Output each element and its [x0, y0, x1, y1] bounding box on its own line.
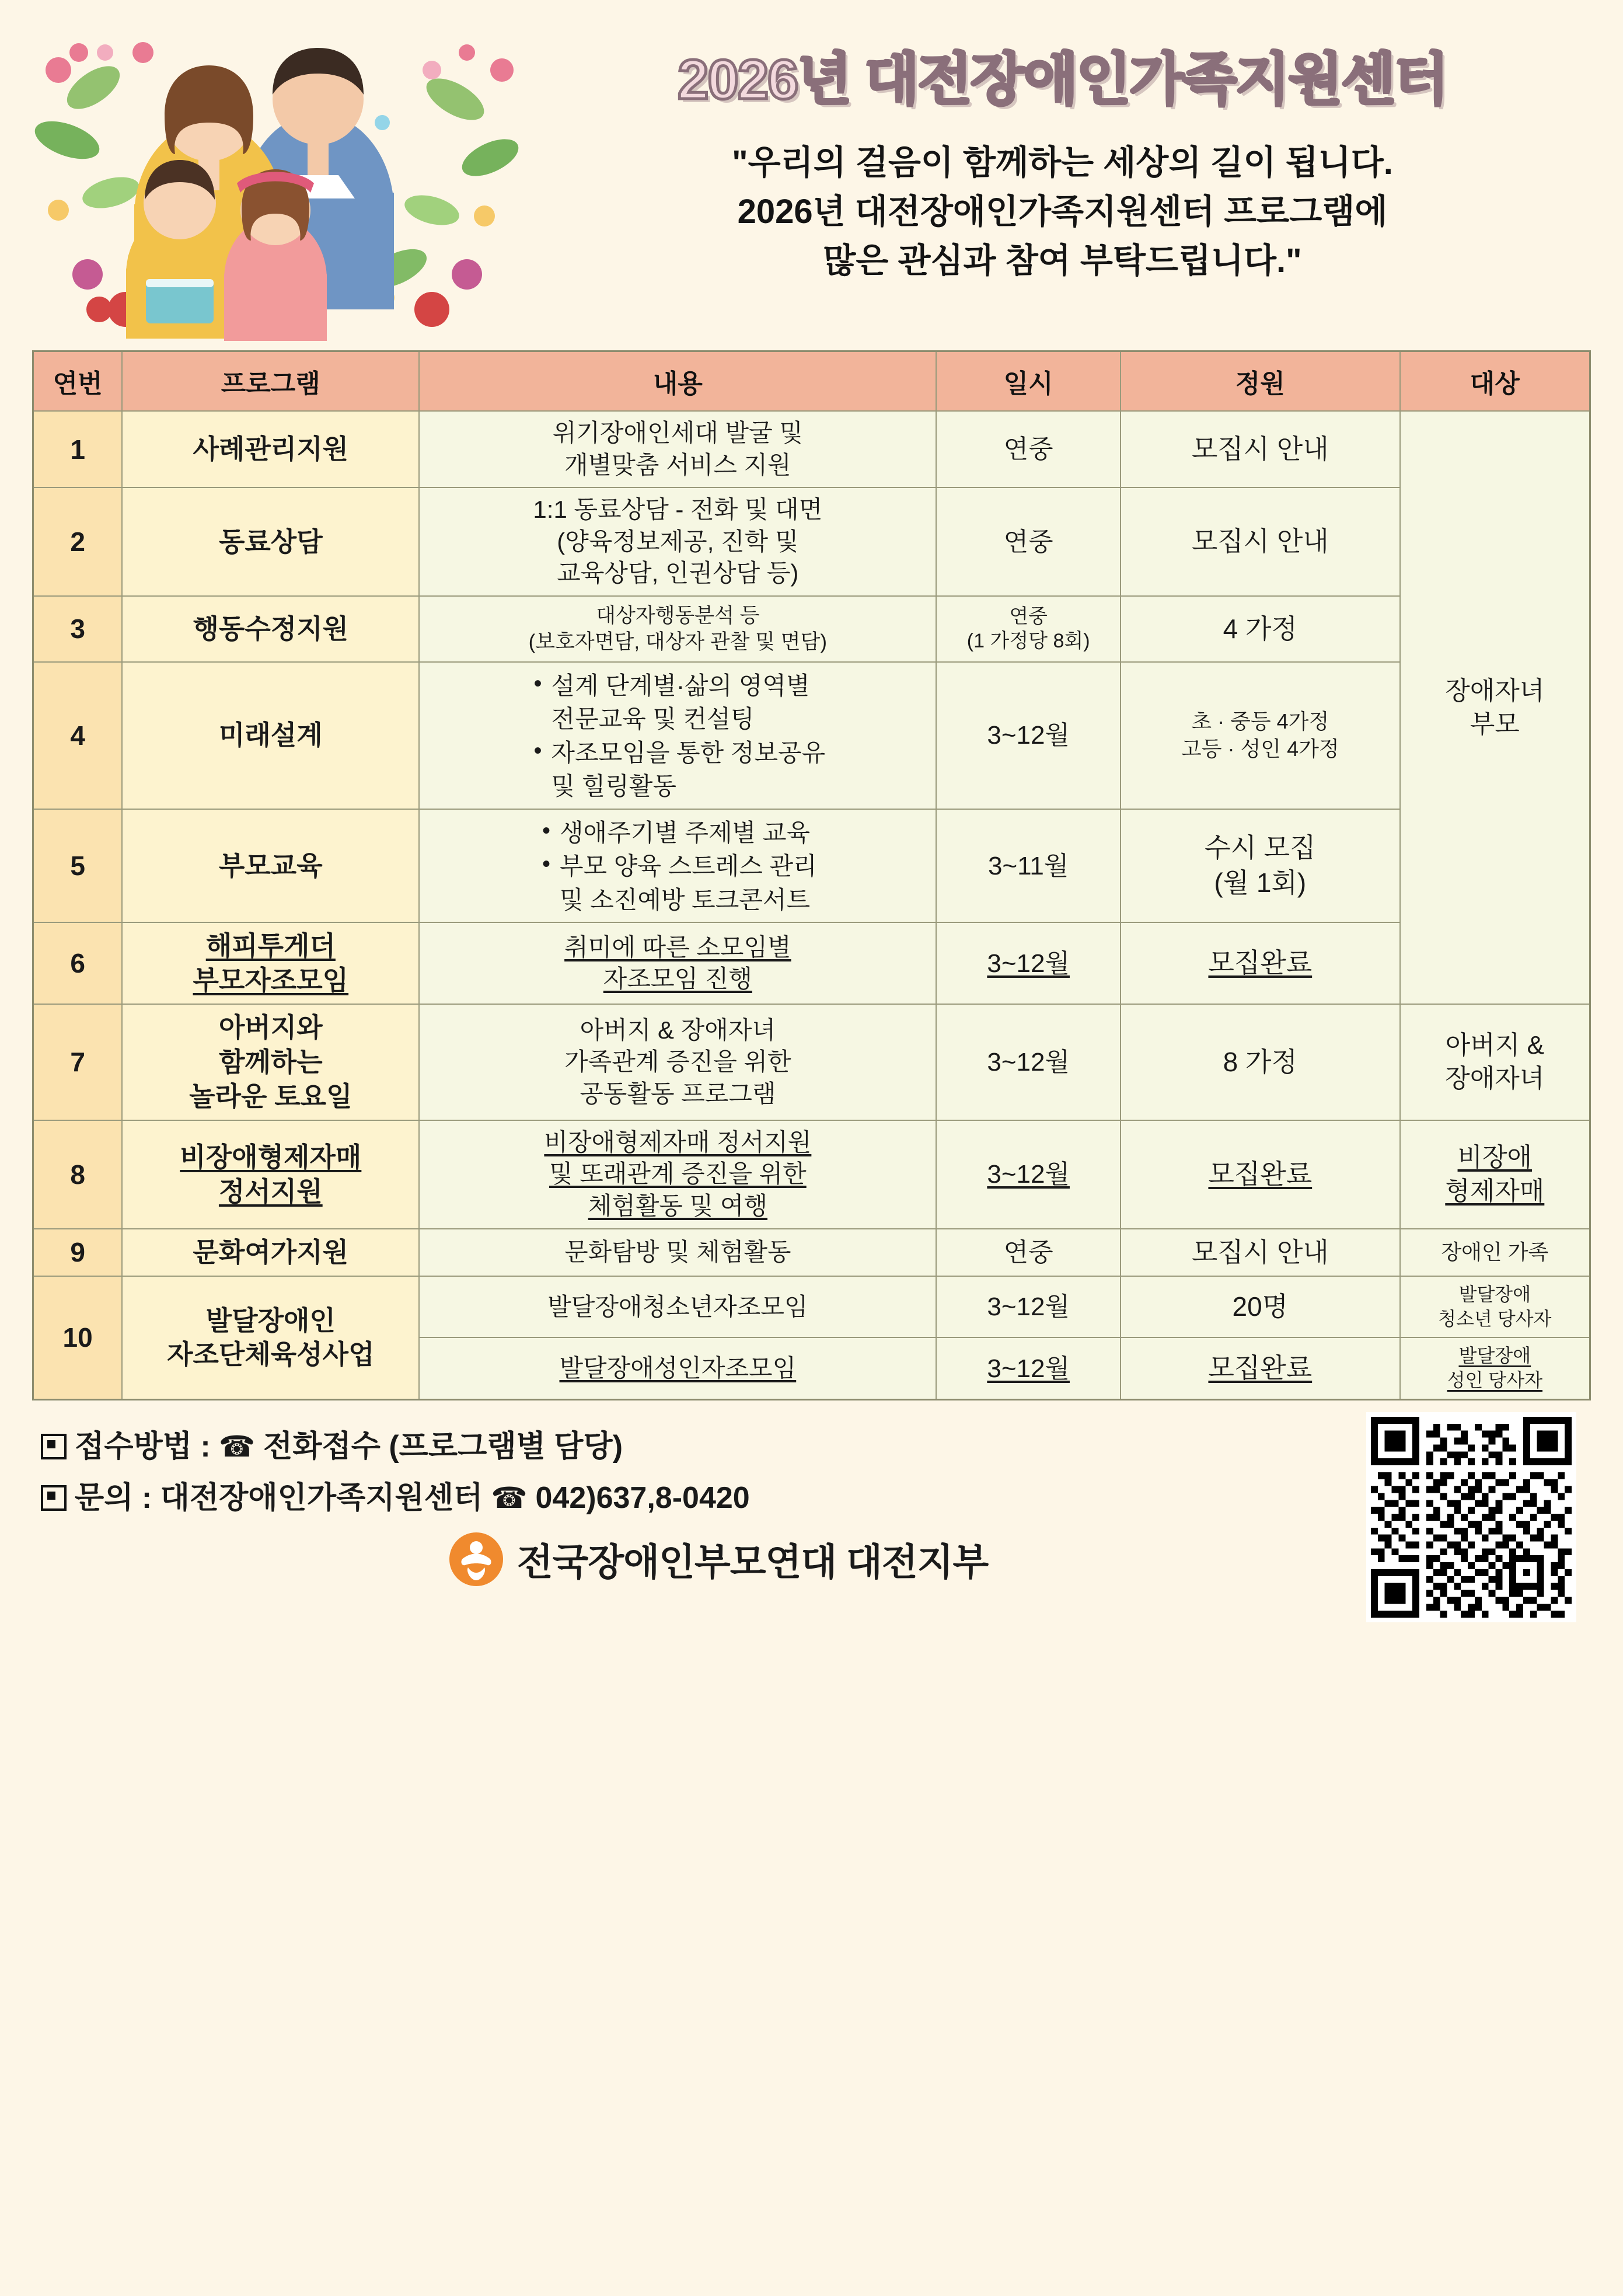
row-content — [419, 1004, 936, 1120]
organization-logo-icon — [448, 1531, 504, 1587]
row-no: 4 — [33, 662, 123, 809]
row-date: 연중 — [936, 1229, 1121, 1277]
target-line: 비장애 — [1457, 1143, 1533, 1172]
program-line: 놀라운 토요일 — [189, 1081, 352, 1112]
bullet-square-icon — [41, 1485, 67, 1511]
content-line: 비장애형제자매 정서지원 — [544, 1128, 812, 1156]
row-no: 9 — [33, 1229, 123, 1277]
program-line: 부모자조모임 — [193, 965, 349, 996]
row-capacity — [1121, 922, 1400, 1004]
table-row — [33, 662, 1590, 809]
content-line: (양육정보제공, 진학 및 — [557, 527, 799, 555]
organization-line — [41, 1531, 1582, 1587]
row-capacity — [1121, 662, 1400, 809]
header-text — [537, 18, 1588, 285]
table-row — [33, 1120, 1590, 1229]
row-date — [936, 1120, 1121, 1229]
contact-line — [41, 1480, 1582, 1516]
date-line: 3~12월 — [987, 949, 1070, 978]
row-no: 2 — [33, 487, 123, 596]
row-content: 발달장애청소년자조모임 — [419, 1276, 936, 1337]
target-line: 장애자녀 — [1445, 1064, 1545, 1093]
table-row — [33, 1276, 1590, 1337]
target-line: 부모 — [1470, 710, 1520, 739]
column-header-date: 일시 — [936, 351, 1121, 412]
row-capacity — [1121, 1337, 1400, 1399]
column-header-no: 연번 — [33, 351, 123, 412]
program-line: 아버지와 — [218, 1012, 323, 1043]
target-line: 장애자녀 — [1445, 676, 1545, 705]
phone-icon: ☎ — [491, 1482, 528, 1515]
content-line: 취미에 따른 소모임별 — [564, 933, 791, 961]
row-no: 10 — [33, 1276, 123, 1399]
content-line: 위기장애인세대 발굴 및 — [552, 419, 803, 447]
date-line: 연중 — [1009, 605, 1048, 628]
content-bullets — [539, 816, 817, 916]
content-line: • 부모 양육 스트레스 관리 — [539, 850, 817, 882]
row-capacity: 모집시 안내 — [1121, 487, 1400, 596]
content-bullets — [530, 668, 826, 803]
content-line: 대상자행동분석 등 — [596, 604, 760, 627]
program-line: 해피투게더 — [205, 931, 336, 961]
row-content — [419, 487, 936, 596]
target-line: 발달장애 — [1458, 1345, 1531, 1367]
row-date — [936, 1337, 1121, 1399]
column-header-content: 내용 — [419, 351, 936, 412]
program-line: 함께하는 — [218, 1046, 323, 1077]
table-header-row — [33, 351, 1590, 412]
apply-method-line — [41, 1429, 1582, 1465]
row-content — [419, 809, 936, 922]
row-program: 문화여가지원 — [122, 1229, 419, 1277]
row-content — [419, 411, 936, 487]
column-header-capacity: 정원 — [1121, 351, 1400, 412]
row-date: 3~12월 — [936, 1004, 1121, 1120]
date-line: 3~12월 — [987, 1354, 1070, 1383]
content-line: 및 소진예방 토크콘서트 — [559, 886, 811, 914]
row-target — [1400, 1337, 1590, 1399]
row-program — [122, 1004, 419, 1120]
capacity-line: 고등 · 성인 4가정 — [1181, 736, 1339, 761]
program-table-wrap — [0, 350, 1623, 1400]
row-program: 동료상담 — [122, 487, 419, 596]
apply-method-label: 접수방법 : — [75, 1429, 211, 1464]
row-content — [419, 1337, 936, 1399]
row-content — [419, 662, 936, 809]
program-line: 발달장애인 — [205, 1305, 336, 1336]
slogan — [537, 138, 1588, 285]
row-capacity: 8 가정 — [1121, 1004, 1400, 1120]
bullet-square-icon — [41, 1434, 67, 1459]
row-program — [122, 1276, 419, 1399]
date-line: 3~12월 — [987, 1160, 1070, 1189]
row-no: 8 — [33, 1120, 123, 1229]
row-no: 7 — [33, 1004, 123, 1120]
row-target — [1400, 1120, 1590, 1229]
target-line: 청소년 당사자 — [1438, 1308, 1552, 1329]
column-header-program: 프로그램 — [122, 351, 419, 412]
row-program — [122, 1120, 419, 1229]
row-capacity — [1121, 809, 1400, 922]
row-capacity: 모집시 안내 — [1121, 1229, 1400, 1277]
capacity-line: 수시 모집 — [1205, 832, 1316, 863]
page-title: 2026년 대전장애인가족지원센터 — [677, 48, 1448, 111]
target-line: 형제자매 — [1445, 1176, 1545, 1206]
contact-label: 문의 : 대전장애인가족지원센터 — [75, 1481, 483, 1515]
footer — [0, 1400, 1623, 1652]
column-header-target: 대상 — [1400, 351, 1590, 412]
content-line: 개별맞춤 서비스 지원 — [564, 451, 791, 479]
row-target — [1400, 1276, 1590, 1337]
row-date: 3~12월 — [936, 1276, 1121, 1337]
content-line: 교육상담, 인권상담 등) — [557, 559, 799, 587]
row-capacity — [1121, 1120, 1400, 1229]
row-program: 행동수정지원 — [122, 596, 419, 662]
capacity-line: 모집완료 — [1208, 1353, 1313, 1384]
row-target: 장애인 가족 — [1400, 1229, 1590, 1277]
row-content — [419, 596, 936, 662]
program-table — [32, 350, 1591, 1400]
row-program — [122, 922, 419, 1004]
table-row — [33, 411, 1590, 487]
table-row — [33, 1004, 1590, 1120]
capacity-line: (월 1회) — [1214, 867, 1307, 898]
content-line: 발달장애성인자조모임 — [559, 1354, 797, 1382]
slogan-line-3: 많은 관심과 참여 부탁드립니다." — [823, 242, 1302, 280]
content-line: 아버지 & 장애자녀 — [580, 1016, 776, 1044]
row-content — [419, 1120, 936, 1229]
row-capacity: 20명 — [1121, 1276, 1400, 1337]
content-line: 전문교육 및 컨설팅 — [551, 705, 755, 733]
row-capacity: 모집시 안내 — [1121, 411, 1400, 487]
program-line: 정서지원 — [218, 1176, 323, 1207]
content-line: 및 힐링활동 — [551, 772, 677, 800]
family-illustration — [23, 18, 537, 344]
row-date: 연중 — [936, 411, 1121, 487]
table-row — [33, 487, 1590, 596]
program-line: 자조단체육성사업 — [167, 1339, 375, 1370]
phone-icon: ☎ — [218, 1430, 255, 1463]
content-line: • 자조모임을 통한 정보공유 — [530, 737, 826, 769]
row-content — [419, 922, 936, 1004]
row-program: 사례관리지원 — [122, 411, 419, 487]
row-date — [936, 596, 1121, 662]
contact-number: 042)637,8-0420 — [535, 1481, 750, 1515]
apply-method-value: 전화접수 (프로그램별 담당) — [263, 1429, 623, 1464]
table-row — [33, 1229, 1590, 1277]
content-line: 자조모임 진행 — [603, 965, 752, 993]
capacity-line: 모집완료 — [1208, 947, 1313, 978]
content-line: 가족관계 증진을 위한 — [564, 1048, 791, 1076]
row-date: 3~11월 — [936, 809, 1121, 922]
organization-name: 전국장애인부모연대 대전지부 — [516, 1541, 989, 1584]
row-date: 3~12월 — [936, 662, 1121, 809]
date-line: (1 가정당 8회) — [966, 630, 1090, 653]
program-line: 비장애형제자매 — [180, 1141, 362, 1172]
slogan-line-2: 2026년 대전장애인가족지원센터 프로그램에 — [737, 193, 1388, 231]
capacity-line: 모집완료 — [1208, 1158, 1313, 1189]
row-no: 6 — [33, 922, 123, 1004]
content-line: • 설계 단계별·삶의 영역별 — [530, 670, 826, 702]
table-row — [33, 922, 1590, 1004]
header — [0, 0, 1623, 350]
table-row — [33, 596, 1590, 662]
capacity-line: 초 · 중등 4가정 — [1191, 709, 1329, 734]
content-line: 1:1 동료상담 - 전화 및 대면 — [533, 496, 823, 524]
row-program: 부모교육 — [122, 809, 419, 922]
row-date — [936, 922, 1121, 1004]
target-line: 아버지 & — [1445, 1031, 1544, 1060]
content-line: 체험활동 및 여행 — [588, 1191, 768, 1220]
row-target-parents — [1400, 411, 1590, 1004]
row-capacity: 4 가정 — [1121, 596, 1400, 662]
content-line: 공동활동 프로그램 — [580, 1079, 776, 1107]
row-program: 미래설계 — [122, 662, 419, 809]
content-line: 및 또래관계 증진을 위한 — [549, 1160, 807, 1188]
slogan-line-1: "우리의 걸음이 함께하는 세상의 길이 됩니다. — [732, 144, 1393, 182]
content-line: (보호자면담, 대상자 관찰 및 면담) — [528, 630, 828, 654]
row-date: 연중 — [936, 487, 1121, 596]
row-no: 5 — [33, 809, 123, 922]
row-no: 1 — [33, 411, 123, 487]
row-content: 문화탐방 및 체험활동 — [419, 1229, 936, 1277]
row-target — [1400, 1004, 1590, 1120]
target-line: 성인 당사자 — [1447, 1370, 1543, 1391]
content-line: • 생애주기별 주제별 교육 — [539, 817, 817, 849]
qr-code[interactable] — [1366, 1412, 1576, 1622]
target-line: 발달장애 — [1458, 1284, 1531, 1305]
table-row — [33, 809, 1590, 922]
row-no: 3 — [33, 596, 123, 662]
